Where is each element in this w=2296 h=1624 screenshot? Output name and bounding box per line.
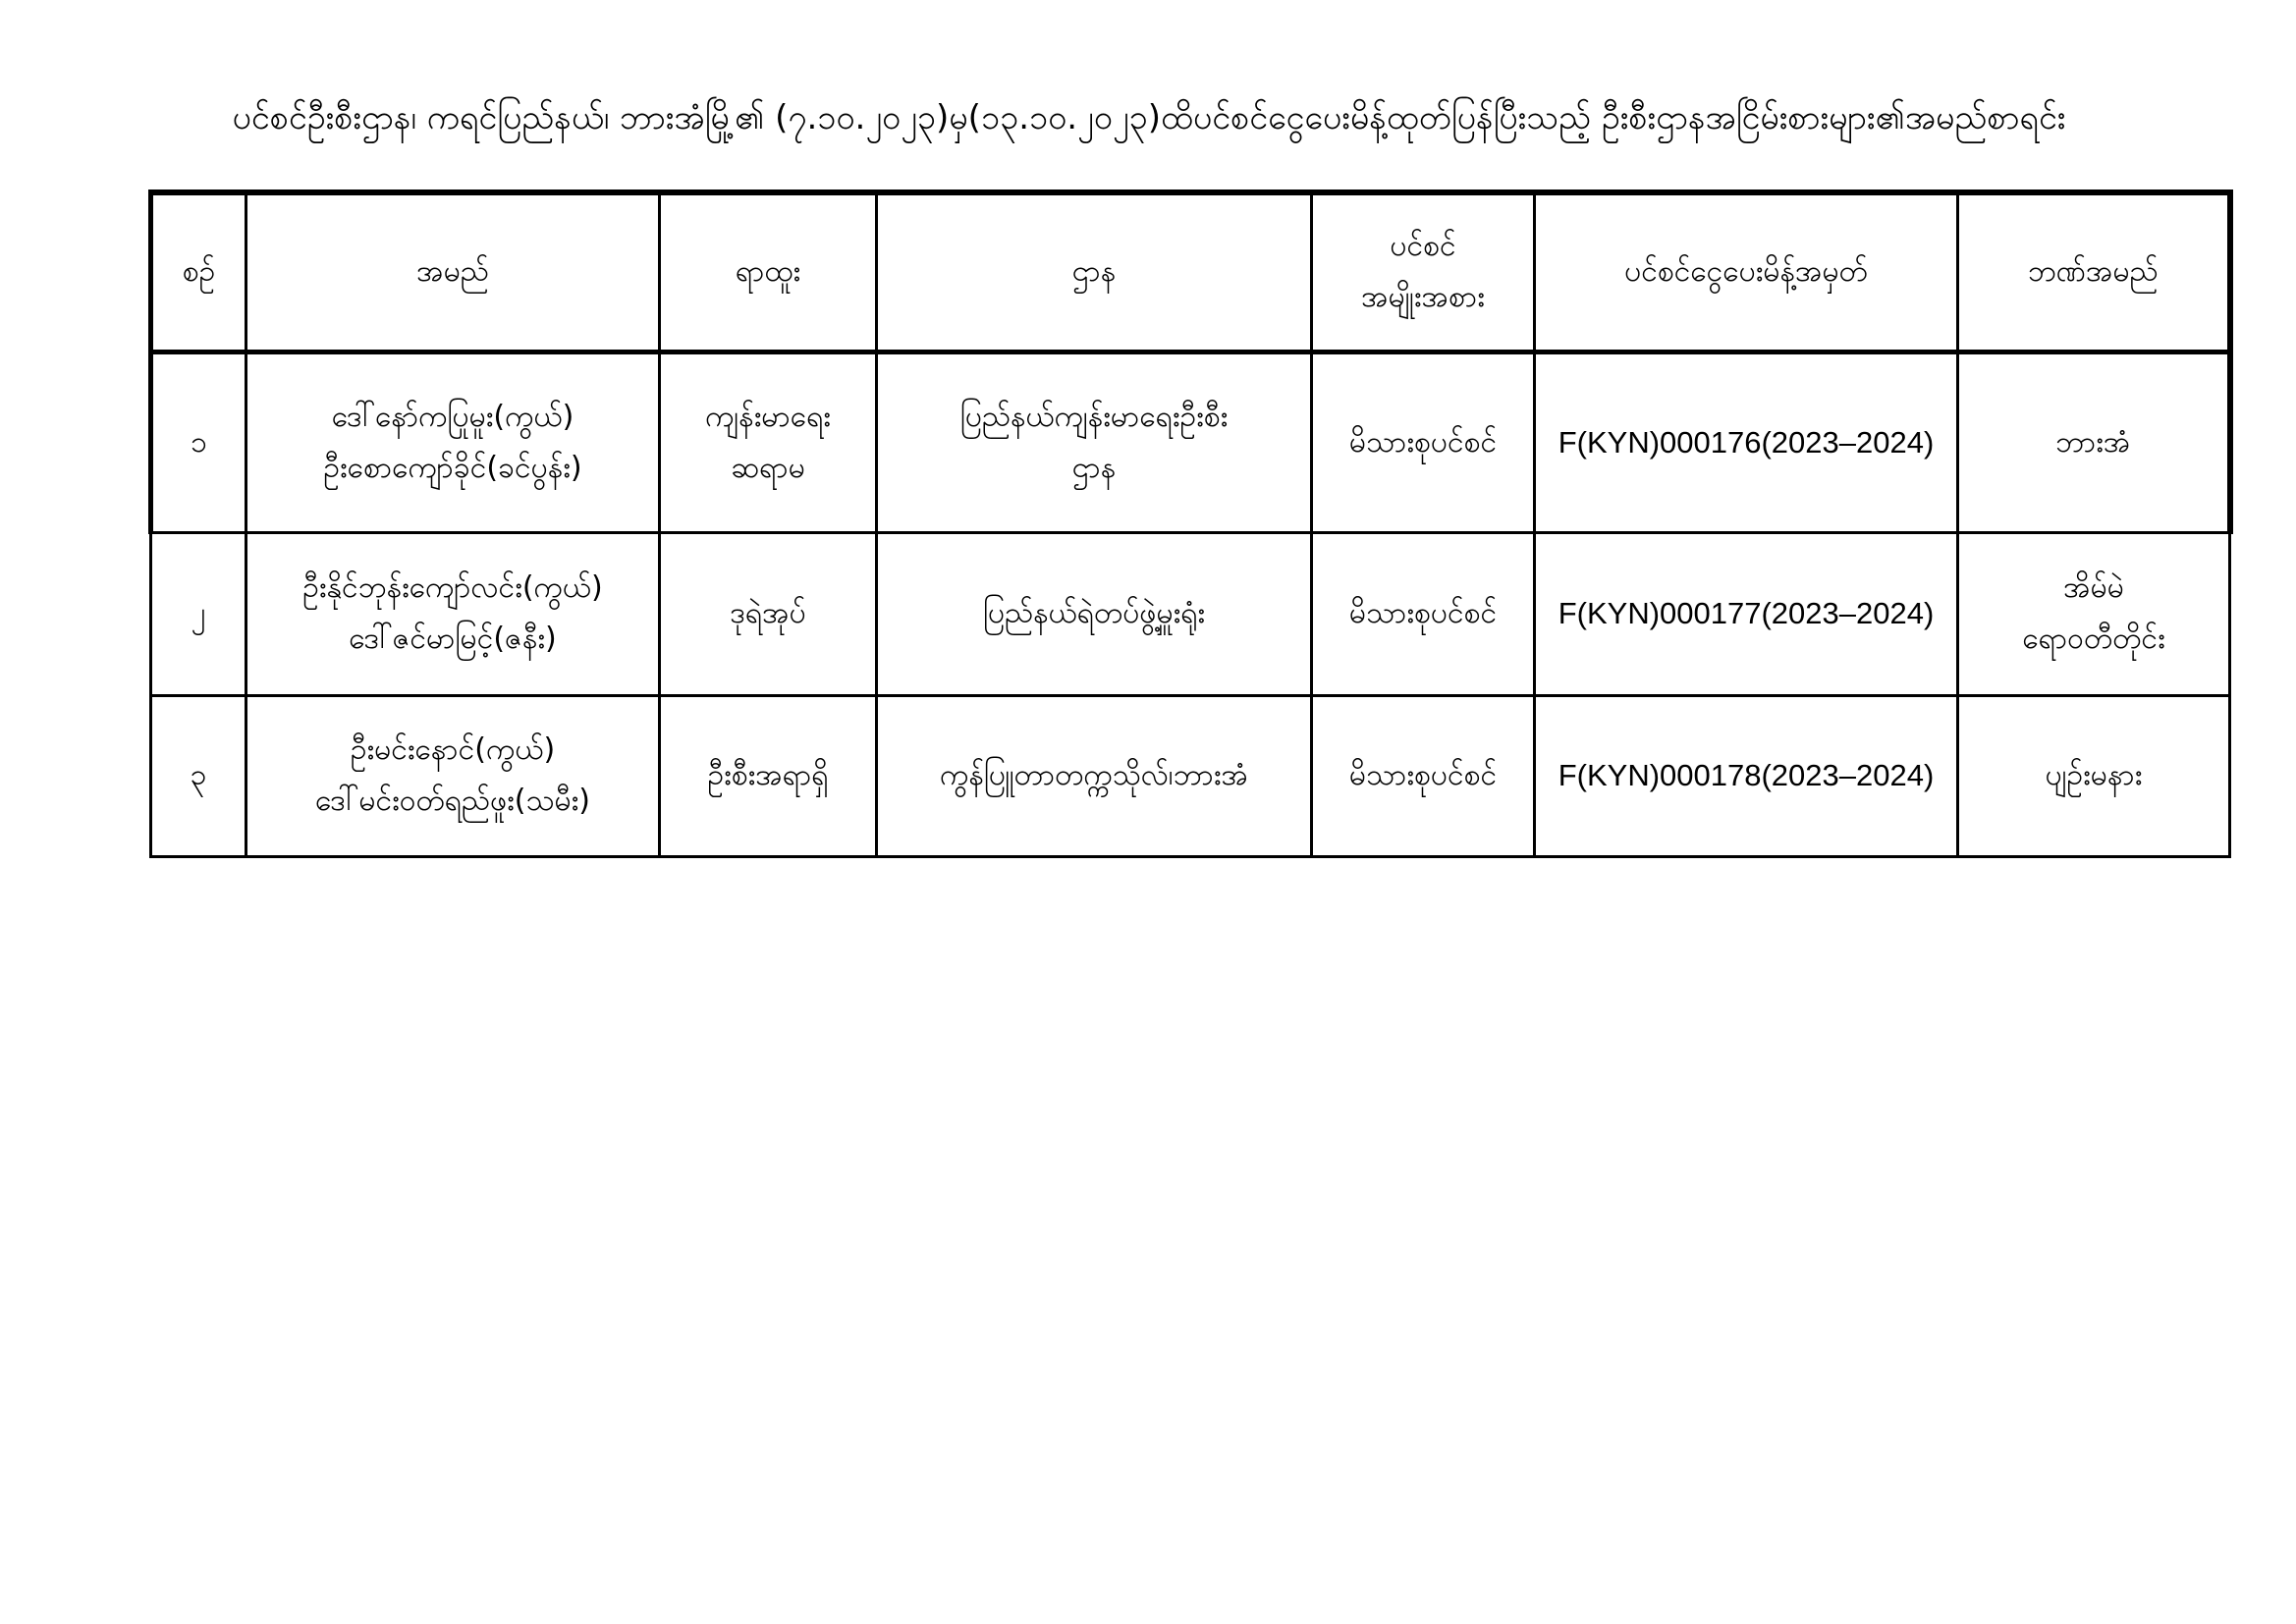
- row-name: [246, 352, 660, 532]
- header-order-no: ပင်စင်ငွေပေးမိန့်အမှတ်: [1535, 192, 1958, 352]
- document-title: ပင်စင်ဦးစီးဌာန၊ ကရင်ပြည်နယ်၊ ဘားအံမြို့၏ (၇.၁၀.၂၀၂၃)မှ(၁၃.၁၀.၂၀၂၃)ထိပင်စင်ငွေပေးမိန့်ထုတ်ပြန်ပြီးသည့် ဦးစီးဌာနအငြိမ်းစားများ၏အမည်စာရင်း: [232, 98, 2066, 137]
- table-header-row: [151, 192, 2230, 352]
- row-bank: [1958, 532, 2230, 695]
- row-department-line2: ဌာန: [1071, 450, 1117, 485]
- row-order-no: F(KYN)000176(2023–2024): [1535, 352, 1958, 532]
- header-pension-type: [1312, 192, 1535, 352]
- row-name-line1: ဒေါ်နော်ကပြုမူး(ကွယ်): [331, 399, 574, 434]
- row-rank: [660, 532, 877, 695]
- row-name-line2: ဒေါ်ဇင်မာမြင့်(ဇနီး): [349, 622, 557, 656]
- header-bank: ဘဏ်အမည်: [1958, 192, 2230, 352]
- row-bank: [1958, 695, 2230, 856]
- row-department-line1: ပြည်နယ်ရဲတပ်ဖွဲ့မှူးရုံး: [982, 596, 1206, 630]
- row-no: ၂: [151, 532, 246, 695]
- row-pension-type: မိသားစုပင်စင်: [1312, 695, 1535, 856]
- row-name: [246, 695, 660, 856]
- row-department: [877, 532, 1312, 695]
- row-bank-line1: ပျဉ်းမနား: [2045, 758, 2143, 792]
- header-name: အမည်: [246, 192, 660, 352]
- row-department-line1: ကွန်ပြူတာတက္ကသိုလ်၊ဘားအံ: [939, 758, 1249, 792]
- row-pension-type: မိသားစုပင်စင်: [1312, 532, 1535, 695]
- row-bank: [1958, 352, 2230, 532]
- row-rank: [660, 695, 877, 856]
- row-rank-line1: ဒုရဲအုပ်: [730, 596, 806, 630]
- row-no: ၃: [151, 695, 246, 856]
- row-name-line1: ဦးနိုင်ဘုန်းကျော်လင်း(ကွယ်): [302, 570, 603, 605]
- pensioner-list-table: [148, 189, 2233, 858]
- row-no: ၁: [151, 352, 246, 532]
- row-rank-line1: ဦးစီးအရာရှိ: [707, 758, 829, 792]
- row-bank-line1: ဘားအံ: [2055, 424, 2131, 460]
- row-pension-type: မိသားစုပင်စင်: [1312, 352, 1535, 532]
- row-bank-line2: ရောဝတီတိုင်း: [2022, 622, 2165, 656]
- row-rank-line2: ဆရာမ: [731, 450, 805, 485]
- row-name-line2: ဒေါ်မင်းဝတ်ရည်ဖူး(သမီး): [315, 784, 590, 818]
- table-row: [151, 352, 2230, 532]
- row-rank: [660, 352, 877, 532]
- row-name-line1: ဦးမင်းနောင်(ကွယ်): [350, 732, 556, 767]
- row-department: [877, 352, 1312, 532]
- header-pension-type-line1: ပင်စင်: [1390, 229, 1456, 264]
- header-pension-type-line2: အမျိုးအစား: [1361, 280, 1485, 315]
- row-rank-line1: ကျန်းမာရေး: [705, 399, 831, 434]
- header-department: ဌာန: [877, 192, 1312, 352]
- row-name-line2: ဦးစောကျော်ခိုင်(ခင်ပွန်း): [323, 450, 582, 485]
- header-no: စဉ်: [151, 192, 246, 352]
- row-bank-line1: အိမ်မဲ: [2063, 570, 2124, 605]
- row-name: [246, 532, 660, 695]
- row-order-no: F(KYN)000178(2023–2024): [1535, 695, 1958, 856]
- row-department-line1: ပြည်နယ်ကျန်းမာရေးဦးစီး: [959, 399, 1229, 434]
- row-order-no: F(KYN)000177(2023–2024): [1535, 532, 1958, 695]
- row-department: [877, 695, 1312, 856]
- table-row: [151, 532, 2230, 695]
- header-rank: ရာထူး: [660, 192, 877, 352]
- table-row: [151, 695, 2230, 856]
